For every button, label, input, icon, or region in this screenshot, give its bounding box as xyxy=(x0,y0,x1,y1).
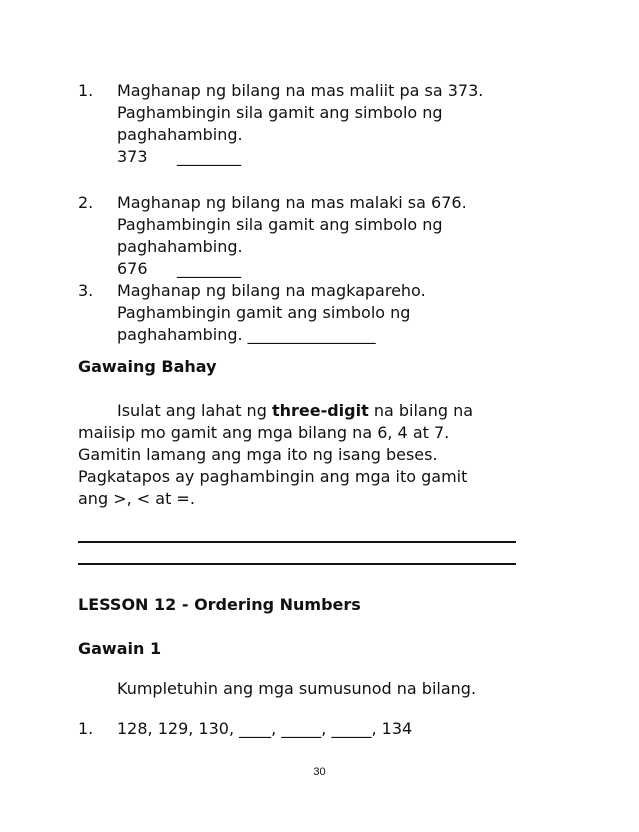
item-3-line-3: paghahambing. ________________ xyxy=(117,325,376,344)
answer-line-2 xyxy=(78,563,516,565)
item-1-line-1: Maghanap ng bilang na mas maliit pa sa 373. xyxy=(117,81,484,100)
item-2-line-2: Paghambingin sila gamit ang simbolo ng xyxy=(117,215,443,234)
item-2-line-1: Maghanap ng bilang na mas malaki sa 676. xyxy=(117,193,467,212)
item-1-line-3: paghahambing. xyxy=(117,125,243,144)
activity-title: Gawain 1 xyxy=(78,639,162,658)
item-2-number: 2. xyxy=(78,193,94,212)
lesson-item-text: 128, 129, 130, ____, _____, _____, 134 xyxy=(117,719,413,738)
homework-title: Gawaing Bahay xyxy=(78,357,217,376)
item-1-value: 373 xyxy=(117,147,148,166)
item-1-blank: ________ xyxy=(177,147,241,166)
item-3-line-2: Paghambingin gamit ang simbolo ng xyxy=(117,303,411,322)
lesson-item-number: 1. xyxy=(78,719,94,738)
item-1-number: 1. xyxy=(78,81,94,100)
homework-line-5: ang >, < at =. xyxy=(78,489,195,508)
homework-line-3: Gamitin lamang ang mga ito ng isang beses. xyxy=(78,445,438,464)
page-number: 30 xyxy=(313,766,326,778)
homework-line-2: maiisip mo gamit ang mga bilang na 6, 4 at 7. xyxy=(78,423,450,442)
homework-line-1: Isulat ang lahat ng three-digit na bilang na xyxy=(117,401,474,420)
lesson-instruction: Kumpletuhin ang mga sumusunod na bilang. xyxy=(117,679,477,698)
item-3-number: 3. xyxy=(78,281,94,300)
lesson-title: LESSON 12 - Ordering Numbers xyxy=(78,595,361,614)
item-2-blank: ________ xyxy=(177,259,241,278)
homework-line-4: Pagkatapos ay paghambingin ang mga ito gamit xyxy=(78,467,468,486)
answer-line-1 xyxy=(78,541,516,543)
item-3-line-1: Maghanap ng bilang na magkapareho. xyxy=(117,281,426,300)
item-1-line-2: Paghambingin sila gamit ang simbolo ng xyxy=(117,103,443,122)
item-2-value: 676 xyxy=(117,259,148,278)
item-2-line-3: paghahambing. xyxy=(117,237,243,256)
